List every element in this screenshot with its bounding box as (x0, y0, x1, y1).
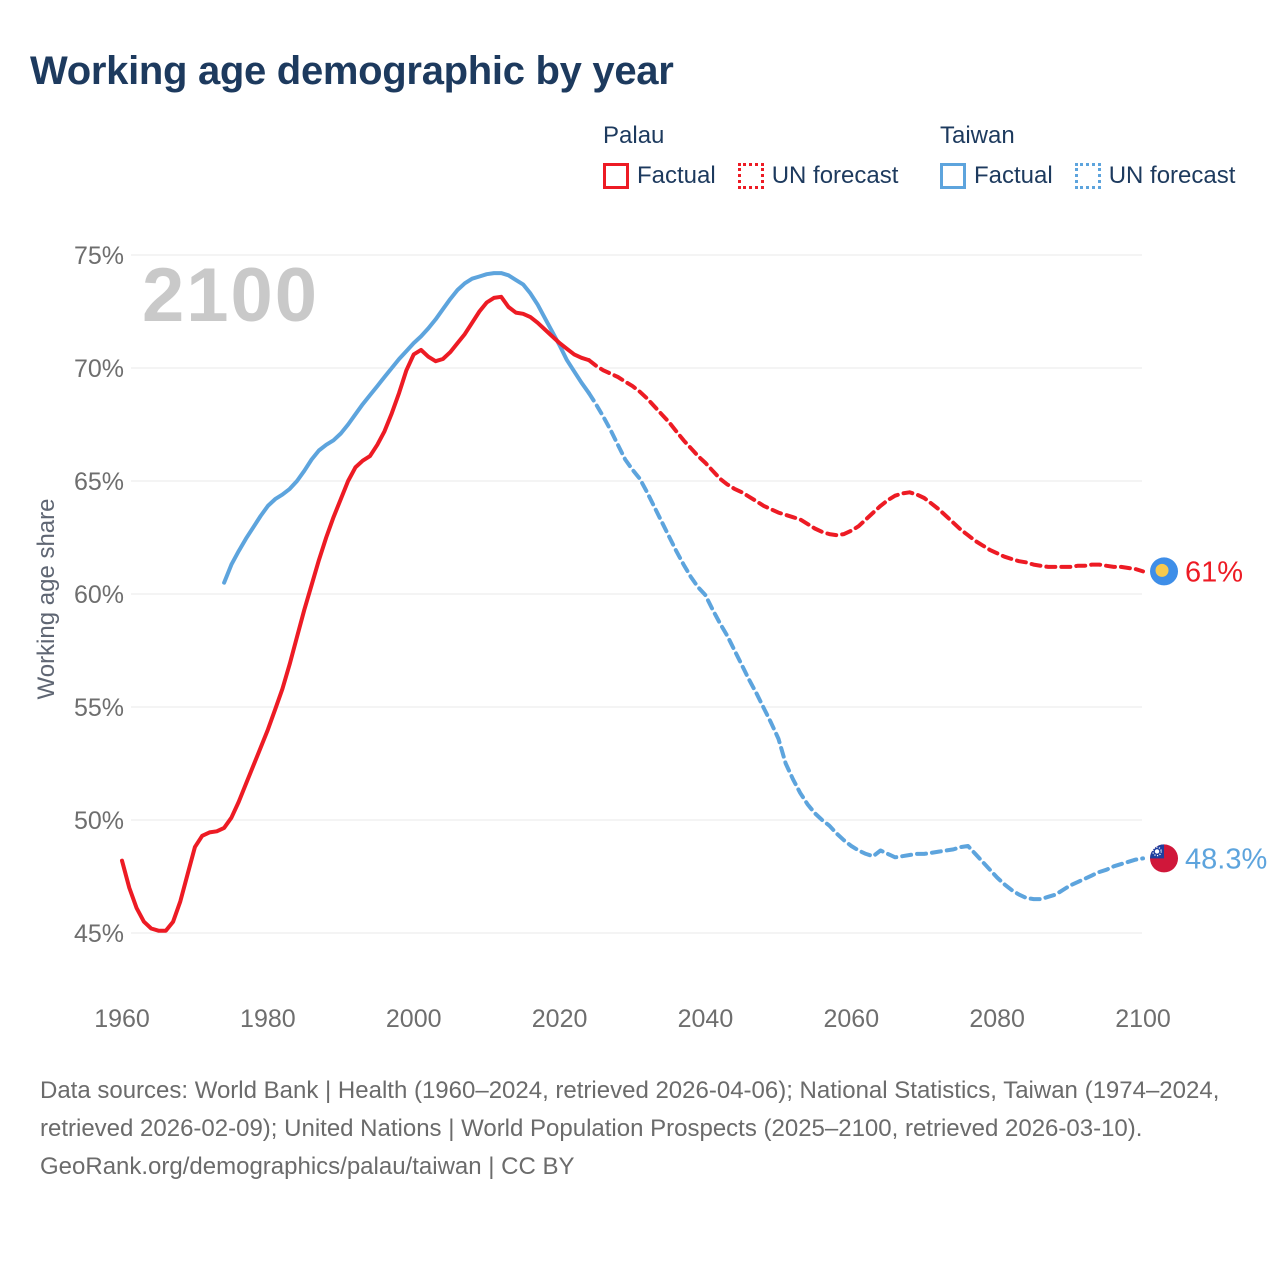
attribution-link[interactable]: GeoRank.org/demographics/palau/taiwan | CC BY (40, 1153, 575, 1180)
chart-title: Working age demographic by year (30, 49, 674, 93)
y-tick-label: 75% (73, 242, 124, 270)
x-tick-label: 2000 (385, 1005, 442, 1033)
y-tick-label: 60% (73, 581, 124, 609)
legend-label-palau-forecast[interactable]: UN forecast (771, 162, 899, 189)
x-tick-label: 2040 (677, 1005, 734, 1033)
series-taiwan-un-forecast[interactable] (589, 393, 1143, 899)
y-tick-label: 70% (73, 355, 124, 383)
y-tick-label: 55% (73, 694, 124, 722)
x-tick-label: 2080 (969, 1005, 1025, 1033)
legend-group-palau-name: Palau (603, 122, 665, 149)
y-tick-label: 50% (73, 807, 124, 835)
taiwan-flag-sun (1155, 849, 1159, 853)
y-axis-title: Working age share (33, 498, 60, 700)
legend-label-taiwan-forecast[interactable]: UN forecast (1108, 162, 1236, 189)
legend-label-taiwan-factual[interactable]: Factual (974, 162, 1053, 189)
data-sources-note: Data sources: World Bank | Health (1960–2024, retrieved 2026-04-06); National Statistics, Taiwan (1974–2024, retrieved 2026-02-09); United Nations | World Population Prospects (2025–2100, retrieved 2026-03-10). (40, 1077, 1220, 1142)
x-tick-label: 2100 (1115, 1005, 1171, 1033)
end-marker-palau[interactable] (1150, 557, 1178, 585)
x-tick-label: 1960 (94, 1005, 150, 1033)
legend-label-palau-factual[interactable]: Factual (637, 162, 716, 189)
end-value-label: 48.3% (1185, 843, 1268, 876)
end-value-label: 61% (1185, 556, 1244, 589)
x-tick-label: 2020 (531, 1005, 588, 1033)
y-tick-label: 45% (73, 920, 124, 948)
y-tick-label: 65% (73, 468, 124, 496)
end-marker-taiwan[interactable] (1150, 844, 1178, 872)
legend-group-taiwan-name: Taiwan (940, 122, 1015, 149)
palau-flag-sun (1156, 564, 1169, 577)
x-tick-label: 1980 (240, 1005, 296, 1033)
series-palau-factual[interactable] (122, 297, 589, 931)
watermark-year: 2100 (142, 253, 320, 338)
x-tick-label: 2060 (823, 1005, 880, 1033)
